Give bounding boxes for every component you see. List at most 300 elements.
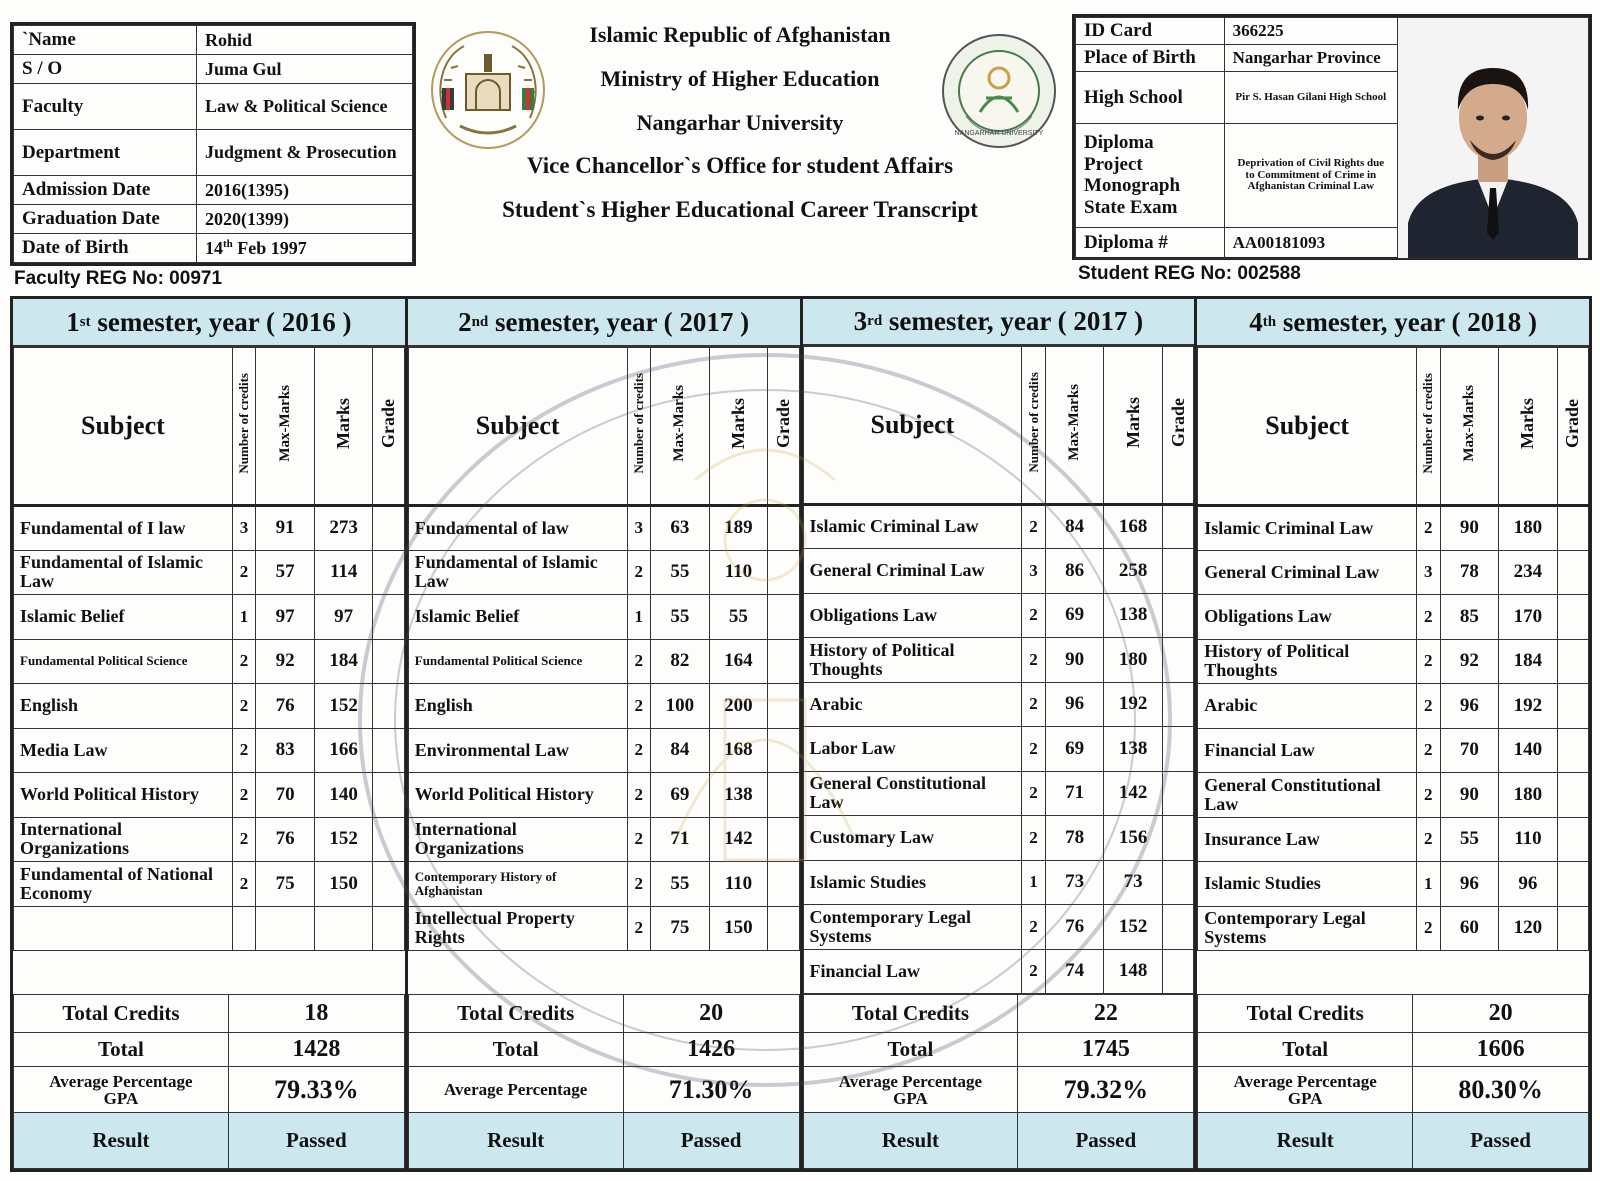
max-marks-cell: 74 xyxy=(1045,949,1104,994)
admission-value: 2016(1395) xyxy=(197,176,413,205)
total-credits-label: Total Credits xyxy=(14,995,229,1033)
grade-cell xyxy=(1557,506,1588,551)
credits-cell: 2 xyxy=(1417,906,1440,951)
result-value: Passed xyxy=(1413,1113,1589,1169)
marks-cell: 170 xyxy=(1499,595,1558,640)
total-credits-value: 20 xyxy=(623,995,799,1033)
table-row xyxy=(803,727,1194,772)
id-card-value: 366225 xyxy=(1224,18,1397,45)
marks-cell: 192 xyxy=(1499,684,1558,729)
max-marks-cell: 78 xyxy=(1440,550,1499,595)
table-row xyxy=(803,860,1194,905)
table-row xyxy=(14,773,405,818)
grade-cell xyxy=(768,595,799,640)
max-marks-cell: 84 xyxy=(1045,504,1104,549)
credits-cell: 2 xyxy=(1022,771,1045,816)
table-row xyxy=(1198,639,1589,684)
max-marks-cell: 55 xyxy=(651,550,710,595)
subject-name: Customary Law xyxy=(803,816,1022,861)
subject-name: English xyxy=(408,684,627,729)
credits-cell: 2 xyxy=(1417,817,1440,862)
grade-cell xyxy=(373,862,404,907)
grade-cell xyxy=(1557,773,1588,818)
average-label: Average Percentage GPA xyxy=(14,1067,229,1113)
subject-name: World Political History xyxy=(14,773,233,818)
marks-cell: 168 xyxy=(709,728,768,773)
grade-cell xyxy=(768,773,799,818)
credits-cell: 3 xyxy=(1022,549,1045,594)
grade-header: Grade xyxy=(378,399,399,448)
marks-table xyxy=(408,347,800,951)
max-marks-cell: 92 xyxy=(1440,639,1499,684)
semester-totals xyxy=(13,994,405,1169)
subject-name: Insurance Law xyxy=(1198,817,1417,862)
so-value: Juma Gul xyxy=(197,55,413,84)
max-marks-cell: 57 xyxy=(256,550,315,595)
credits-cell: 2 xyxy=(1417,506,1440,551)
max-marks-cell: 76 xyxy=(256,817,315,862)
subject-name: International Organizations xyxy=(408,817,627,862)
semester-title: 4 th semester, year ( 2018 ) xyxy=(1197,299,1589,347)
max-marks-cell: 100 xyxy=(651,684,710,729)
credits-cell: 2 xyxy=(1022,638,1045,683)
credits-cell: 2 xyxy=(1022,949,1045,994)
max-marks-cell: 55 xyxy=(1440,817,1499,862)
credits-cell: 3 xyxy=(232,506,255,551)
table-row xyxy=(1198,595,1589,640)
credits-cell: 2 xyxy=(627,639,650,684)
subject-header: Subject xyxy=(1198,348,1417,506)
marks-cell: 152 xyxy=(1104,905,1163,950)
grade-cell xyxy=(768,906,799,951)
grade-cell xyxy=(1557,595,1588,640)
credits-cell: 2 xyxy=(627,862,650,907)
header-university: Nangarhar University xyxy=(636,110,844,135)
max-marks-cell xyxy=(256,906,315,951)
header-office: Vice Chancellor`s Office for student Affairs xyxy=(526,153,954,178)
table-row xyxy=(14,595,405,640)
marks-cell: 168 xyxy=(1104,504,1163,549)
diploma-types-label: Diploma Project Monograph State Exam xyxy=(1076,123,1225,227)
subject-name: Islamic Criminal Law xyxy=(803,504,1022,549)
table-row xyxy=(803,638,1194,683)
subject-name: World Political History xyxy=(408,773,627,818)
marks-cell: 180 xyxy=(1499,773,1558,818)
semester-tables xyxy=(10,296,1592,1172)
max-marks-cell: 90 xyxy=(1440,773,1499,818)
max-marks-cell: 96 xyxy=(1440,862,1499,907)
total-label: Total xyxy=(1198,1033,1413,1067)
average-label: Average Percentage GPA xyxy=(803,1067,1018,1113)
grade-cell xyxy=(373,817,404,862)
diploma-number-value: AA00181093 xyxy=(1224,227,1397,258)
total-credits-label: Total Credits xyxy=(803,995,1018,1033)
grade-cell xyxy=(1557,684,1588,729)
subject-name: Intellectual Property Rights xyxy=(408,906,627,951)
credits-cell: 2 xyxy=(232,817,255,862)
semester-4 xyxy=(1197,299,1589,1169)
grade-cell xyxy=(1162,860,1193,905)
marks-cell: 138 xyxy=(1104,727,1163,772)
grade-cell xyxy=(1162,504,1193,549)
semester-title: 1 st semester, year ( 2016 ) xyxy=(13,299,405,347)
marks-header: Marks xyxy=(333,398,354,449)
credits-cell: 2 xyxy=(627,684,650,729)
grade-cell xyxy=(373,639,404,684)
max-marks-cell: 69 xyxy=(1045,593,1104,638)
marks-table xyxy=(13,347,405,951)
subject-name: Fundamental of Islamic Law xyxy=(408,550,627,595)
subject-header: Subject xyxy=(14,348,233,506)
semester-title: 3 rd semester, year ( 2017 ) xyxy=(803,299,1195,346)
semester-1 xyxy=(13,299,408,1169)
credits-cell: 2 xyxy=(1022,727,1045,772)
grade-cell xyxy=(373,550,404,595)
subject-name: General Criminal Law xyxy=(1198,550,1417,595)
subject-name: Arabic xyxy=(1198,684,1417,729)
max-marks-cell: 69 xyxy=(651,773,710,818)
grade-cell xyxy=(768,684,799,729)
marks-header: Marks xyxy=(1122,396,1143,448)
marks-cell: 73 xyxy=(1104,860,1163,905)
subject-name: Islamic Studies xyxy=(803,860,1022,905)
subject-name: History of Political Thoughts xyxy=(1198,639,1417,684)
grade-cell xyxy=(1557,906,1588,951)
semester-3 xyxy=(803,299,1198,1169)
grade-cell xyxy=(768,862,799,907)
subject-name: Fundamental of Islamic Law xyxy=(14,550,233,595)
grade-cell xyxy=(1557,817,1588,862)
subject-header: Subject xyxy=(408,348,627,506)
subject-name xyxy=(14,906,233,951)
table-row xyxy=(14,684,405,729)
subject-name: Financial Law xyxy=(803,949,1022,994)
name-value: Rohid xyxy=(197,26,413,55)
marks-cell: 142 xyxy=(709,817,768,862)
subject-name: Fundamental of National Economy xyxy=(14,862,233,907)
table-row xyxy=(803,905,1194,950)
total-credits-value: 20 xyxy=(1413,995,1589,1033)
subject-name: Fundamental Political Science xyxy=(14,639,233,684)
total-label: Total xyxy=(803,1033,1018,1067)
diploma-number-label: Diploma # xyxy=(1076,227,1225,258)
header-document-title: Student`s Higher Educational Career Transcript xyxy=(502,197,978,222)
credits-cell: 2 xyxy=(627,773,650,818)
subject-name: Media Law xyxy=(14,728,233,773)
credits-cell: 1 xyxy=(232,595,255,640)
so-label: S / O xyxy=(14,55,197,84)
max-marks-header: Max-Marks xyxy=(1460,385,1477,462)
marks-cell: 166 xyxy=(314,728,373,773)
student-photo xyxy=(1398,18,1589,259)
total-credits-label: Total Credits xyxy=(1198,995,1413,1033)
seal-text: NANGARHAR UNIVERSITY xyxy=(954,130,1044,137)
marks-cell: 140 xyxy=(1499,728,1558,773)
marks-cell: 55 xyxy=(709,595,768,640)
marks-cell: 110 xyxy=(709,862,768,907)
result-label: Result xyxy=(14,1113,229,1169)
marks-cell: 114 xyxy=(314,550,373,595)
grade-cell xyxy=(1162,593,1193,638)
max-marks-cell: 86 xyxy=(1045,549,1104,594)
subject-name: Labor Law xyxy=(803,727,1022,772)
high-school-value: Pir S. Hasan Gilani High School xyxy=(1224,72,1397,124)
marks-cell: 97 xyxy=(314,595,373,640)
subject-name: General Constitutional Law xyxy=(1198,773,1417,818)
max-marks-cell: 75 xyxy=(651,906,710,951)
marks-cell: 234 xyxy=(1499,550,1558,595)
table-row xyxy=(803,771,1194,816)
grade-cell xyxy=(373,728,404,773)
total-label: Total xyxy=(408,1033,623,1067)
marks-cell: 148 xyxy=(1104,949,1163,994)
grade-cell xyxy=(1162,682,1193,727)
marks-table xyxy=(1197,347,1589,951)
marks-cell: 138 xyxy=(709,773,768,818)
grade-cell xyxy=(1557,639,1588,684)
subject-name: General Constitutional Law xyxy=(803,771,1022,816)
table-row xyxy=(803,504,1194,549)
max-marks-cell: 90 xyxy=(1045,638,1104,683)
student-info-box xyxy=(10,22,416,266)
grade-cell xyxy=(1557,862,1588,907)
subject-name: Fundamental of law xyxy=(408,506,627,551)
subject-name: General Criminal Law xyxy=(803,549,1022,594)
table-row xyxy=(408,639,799,684)
credits-cell: 2 xyxy=(1022,816,1045,861)
marks-cell: 200 xyxy=(709,684,768,729)
max-marks-cell: 83 xyxy=(256,728,315,773)
credits-header: Number of credits xyxy=(1025,371,1041,473)
average-value: 71.30% xyxy=(623,1067,799,1113)
max-marks-cell: 69 xyxy=(1045,727,1104,772)
credits-cell: 2 xyxy=(627,728,650,773)
max-marks-cell: 85 xyxy=(1440,595,1499,640)
average-value: 80.30% xyxy=(1413,1067,1589,1113)
table-row xyxy=(803,549,1194,594)
grade-cell xyxy=(373,906,404,951)
credits-cell: 2 xyxy=(232,684,255,729)
place-of-birth-label: Place of Birth xyxy=(1076,45,1225,72)
table-row xyxy=(408,906,799,951)
grade-cell xyxy=(1557,728,1588,773)
table-row xyxy=(408,773,799,818)
total-value: 1606 xyxy=(1413,1033,1589,1067)
credits-cell: 2 xyxy=(232,639,255,684)
credits-cell: 2 xyxy=(232,550,255,595)
max-marks-cell: 76 xyxy=(1045,905,1104,950)
total-value: 1428 xyxy=(228,1033,404,1067)
student-reg-number: Student REG No: 002588 xyxy=(1078,263,1301,284)
table-row xyxy=(408,506,799,551)
table-row xyxy=(14,728,405,773)
max-marks-cell: 71 xyxy=(1045,771,1104,816)
grade-cell xyxy=(768,639,799,684)
table-row xyxy=(14,639,405,684)
total-value: 1745 xyxy=(1018,1033,1194,1067)
result-value: Passed xyxy=(1018,1113,1194,1169)
marks-cell: 273 xyxy=(314,506,373,551)
max-marks-cell: 96 xyxy=(1045,682,1104,727)
marks-cell: 96 xyxy=(1499,862,1558,907)
marks-cell: 150 xyxy=(314,862,373,907)
max-marks-cell: 90 xyxy=(1440,506,1499,551)
table-row xyxy=(1198,684,1589,729)
credits-cell: 2 xyxy=(232,862,255,907)
credits-cell xyxy=(232,906,255,951)
credits-cell: 2 xyxy=(232,728,255,773)
grade-cell xyxy=(373,595,404,640)
name-label: `Name xyxy=(14,26,197,55)
credits-cell: 2 xyxy=(627,817,650,862)
max-marks-header: Max-Marks xyxy=(671,385,688,462)
grade-cell xyxy=(768,817,799,862)
marks-table xyxy=(803,346,1195,995)
max-marks-cell: 55 xyxy=(651,595,710,640)
credits-header: Number of credits xyxy=(236,373,252,474)
marks-cell: 150 xyxy=(709,906,768,951)
credits-cell: 2 xyxy=(627,550,650,595)
grade-cell xyxy=(373,684,404,729)
semester-totals xyxy=(803,994,1195,1169)
header-ministry: Ministry of Higher Education xyxy=(600,66,880,91)
marks-cell: 140 xyxy=(314,773,373,818)
subject-name: Islamic Belief xyxy=(408,595,627,640)
max-marks-cell: 97 xyxy=(256,595,315,640)
subject-name: Obligations Law xyxy=(1198,595,1417,640)
credits-cell: 2 xyxy=(1417,773,1440,818)
department-label: Department xyxy=(14,130,197,176)
credits-cell: 2 xyxy=(232,773,255,818)
max-marks-cell: 55 xyxy=(651,862,710,907)
max-marks-cell: 70 xyxy=(1440,728,1499,773)
subject-name: Contemporary Legal Systems xyxy=(1198,906,1417,951)
subject-name: Fundamental Political Science xyxy=(408,639,627,684)
marks-cell: 138 xyxy=(1104,593,1163,638)
max-marks-cell: 82 xyxy=(651,639,710,684)
average-value: 79.32% xyxy=(1018,1067,1194,1113)
marks-header: Marks xyxy=(1517,398,1538,449)
credits-cell: 2 xyxy=(1417,684,1440,729)
table-row xyxy=(408,550,799,595)
grade-header: Grade xyxy=(1167,397,1188,447)
subject-name: Financial Law xyxy=(1198,728,1417,773)
department-value: Judgment & Prosecution xyxy=(197,130,413,176)
table-row xyxy=(1198,906,1589,951)
total-value: 1426 xyxy=(623,1033,799,1067)
table-row xyxy=(803,949,1194,994)
table-row xyxy=(1198,862,1589,907)
marks-cell: 180 xyxy=(1104,638,1163,683)
subject-name: History of Political Thoughts xyxy=(803,638,1022,683)
dob-label: Date of Birth xyxy=(14,234,197,263)
admission-label: Admission Date xyxy=(14,176,197,205)
subject-name: Islamic Criminal Law xyxy=(1198,506,1417,551)
faculty-label: Faculty xyxy=(14,84,197,130)
total-credits-label: Total Credits xyxy=(408,995,623,1033)
grade-cell xyxy=(1162,727,1193,772)
table-row xyxy=(1198,817,1589,862)
credits-cell: 1 xyxy=(1022,860,1045,905)
grade-cell xyxy=(1162,549,1193,594)
table-row xyxy=(408,862,799,907)
marks-cell: 110 xyxy=(709,550,768,595)
marks-cell: 184 xyxy=(1499,639,1558,684)
max-marks-cell: 60 xyxy=(1440,906,1499,951)
table-row xyxy=(408,817,799,862)
high-school-label: High School xyxy=(1076,72,1225,124)
table-row xyxy=(803,682,1194,727)
marks-cell: 110 xyxy=(1499,817,1558,862)
grade-header: Grade xyxy=(772,399,793,448)
subject-name: Contemporary Legal Systems xyxy=(803,905,1022,950)
header-country: Islamic Republic of Afghanistan xyxy=(589,22,891,47)
credits-cell: 2 xyxy=(1417,595,1440,640)
graduation-label: Graduation Date xyxy=(14,205,197,234)
max-marks-header: Max-Marks xyxy=(276,385,293,462)
grade-cell xyxy=(1557,550,1588,595)
average-label: Average Percentage GPA xyxy=(1198,1067,1413,1113)
max-marks-cell: 78 xyxy=(1045,816,1104,861)
max-marks-cell: 84 xyxy=(651,728,710,773)
credits-cell: 1 xyxy=(1417,862,1440,907)
diploma-project-value: Deprivation of Civil Rights due to Commitment of Crime in Afghanistan Criminal Law xyxy=(1224,123,1397,227)
result-value: Passed xyxy=(623,1113,799,1169)
subject-name: Contemporary History of Afghanistan xyxy=(408,862,627,907)
marks-cell xyxy=(314,906,373,951)
semester-totals xyxy=(408,994,800,1169)
max-marks-cell: 91 xyxy=(256,506,315,551)
dob-value: 14th Feb 1997 xyxy=(197,234,413,263)
marks-cell: 192 xyxy=(1104,682,1163,727)
credits-header: Number of credits xyxy=(1420,373,1436,474)
credits-cell: 2 xyxy=(1022,682,1045,727)
marks-cell: 152 xyxy=(314,817,373,862)
table-row xyxy=(1198,506,1589,551)
marks-cell: 152 xyxy=(314,684,373,729)
table-row xyxy=(1198,728,1589,773)
subject-name: Environmental Law xyxy=(408,728,627,773)
result-value: Passed xyxy=(228,1113,404,1169)
table-row xyxy=(14,550,405,595)
subject-name: Fundamental of I law xyxy=(14,506,233,551)
grade-cell xyxy=(1162,816,1193,861)
max-marks-cell: 63 xyxy=(651,506,710,551)
semester-totals xyxy=(1197,994,1589,1169)
credits-cell: 2 xyxy=(1022,593,1045,638)
max-marks-cell: 75 xyxy=(256,862,315,907)
max-marks-header: Max-Marks xyxy=(1066,383,1083,461)
total-credits-value: 18 xyxy=(228,995,404,1033)
credits-cell: 2 xyxy=(627,906,650,951)
max-marks-cell: 73 xyxy=(1045,860,1104,905)
grade-cell xyxy=(373,773,404,818)
grade-header: Grade xyxy=(1562,399,1583,448)
subject-name: International Organizations xyxy=(14,817,233,862)
max-marks-cell: 71 xyxy=(651,817,710,862)
grade-cell xyxy=(768,550,799,595)
table-row xyxy=(1198,550,1589,595)
grade-cell xyxy=(768,506,799,551)
table-row xyxy=(408,684,799,729)
credits-cell: 2 xyxy=(1417,639,1440,684)
faculty-reg-number: Faculty REG No: 00971 xyxy=(14,268,223,289)
max-marks-cell: 96 xyxy=(1440,684,1499,729)
id-card-label: ID Card xyxy=(1076,18,1225,45)
subject-name: Arabic xyxy=(803,682,1022,727)
semester-2 xyxy=(408,299,803,1169)
table-row xyxy=(14,906,405,951)
